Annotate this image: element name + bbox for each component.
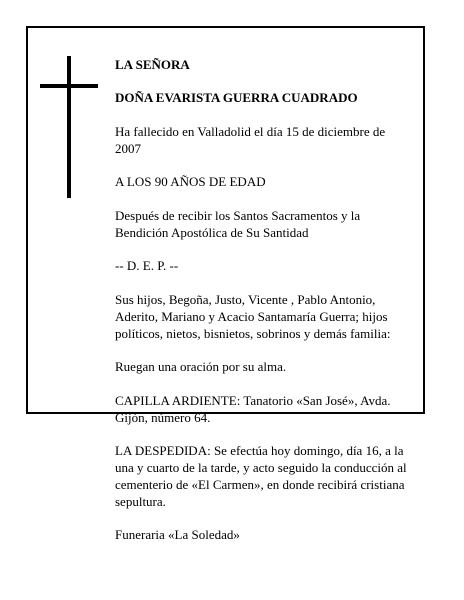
farewell-line: LA DESPEDIDA: Se efectúa hoy domingo, día 16, a la una y cuarto de la tarde, y acto seguido la conducción al cementerio de «El Carmen», en donde recibirá cristiana sepultura.: [115, 443, 407, 509]
obituary-notice: [26, 26, 425, 543]
sacraments-line: Después de recibir los Santos Sacramentos y la Bendición Apostólica de Su Santidad: [115, 207, 361, 240]
cross-horizontal-bar: [40, 84, 98, 88]
cross-vertical-bar: [67, 56, 71, 198]
rip-line: -- D. E. P. --: [115, 258, 179, 274]
notice-body: [115, 40, 423, 561]
funeral-home-line: Funeraria «La Soledad»: [115, 527, 240, 543]
death-announcement: Ha fallecido en Valladolid el día 15 de diciembre de 2007: [115, 123, 386, 156]
deceased-name: DOÑA EVARISTA GUERRA CUADRADO: [115, 90, 358, 106]
notice-heading: LA SEÑORA: [115, 56, 190, 72]
chapel-line: CAPILLA ARDIENTE: Tanatorio «San José», Avda. Gijón, número 64.: [115, 392, 391, 425]
family-line: Sus hijos, Begoña, Justo, Vicente , Pablo Antonio, Aderito, Mariano y Acacio Santamaría Guerra; hijos políticos, nietos, bisnietos, sobrinos y demás familia:: [115, 291, 391, 341]
age-line: A LOS 90 AÑOS DE EDAD: [115, 174, 266, 190]
latin-cross-icon: [40, 56, 98, 198]
prayer-line: Ruegan una oración por su alma.: [115, 359, 287, 375]
